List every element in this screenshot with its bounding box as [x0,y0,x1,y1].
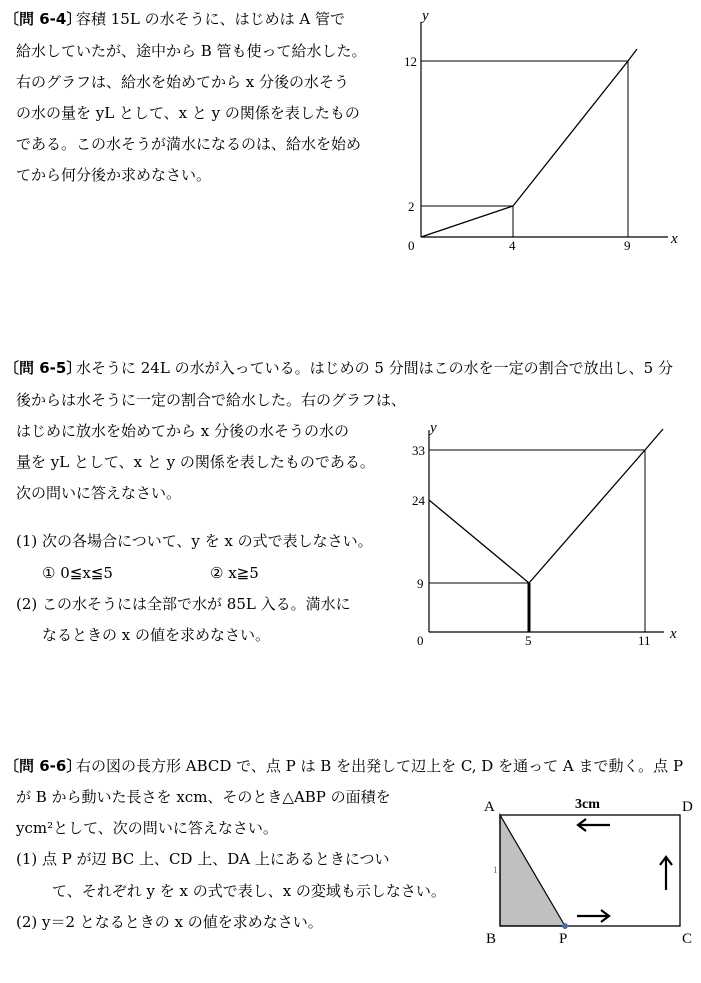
x-axis-label: x [670,626,677,642]
origin-label: 0 [408,238,415,253]
y-axis-label: y [422,8,429,24]
y-axis-label: y [430,420,437,436]
label-a: A [484,799,495,815]
xtick-4: 4 [509,238,516,253]
problem-6-4-line-2: 給水していたが、途中から B 管も使って給水した。 [16,42,367,60]
problem-6-6-number: 〔問 6-6〕 [4,757,82,775]
problem-6-5-q1: (1) 次の各場合について、y を x の式で表しなさい。 [16,532,373,550]
triangle-abp [500,815,565,926]
ytick-12: 12 [404,54,417,69]
xtick-9: 9 [624,238,631,253]
ytick-2: 2 [408,199,415,214]
problem-6-5-number: 〔問 6-5〕 [4,359,82,377]
label-p: P [559,931,568,947]
problem-6-5-line-3: はじめに放水を始めてから x 分後の水そうの水の [16,422,349,440]
x-axis-label: x [671,231,678,247]
problem-6-5-q2: (2) この水そうには全部で水が 85L 入る。満水に [16,595,351,613]
problem-6-5-line-2: 後からは水そうに一定の割合で給水した。右のグラフは、 [16,391,407,409]
problem-6-5-line-4: 量を yL として、x と y の関係を表したものである。 [16,453,375,471]
problem-6-4-line-1: 容積 15L の水そうに、はじめは A 管で [76,10,345,28]
problem-6-4-number: 〔問 6-4〕 [4,10,82,28]
problem-6-5-q1-a: ① 0≦x≦5 [42,564,113,582]
label-b: B [486,931,497,947]
problem-6-4-line-4: の水の量を yL として、x と y の関係を表したもの [16,104,360,122]
ytick-24: 24 [412,493,425,508]
problem-6-5-q2-cont: なるときの x の値を求めなさい。 [42,626,270,644]
ytick-9: 9 [417,576,424,591]
problem-6-4-line-3: 右のグラフは、給水を始めてから x 分後の水そう [16,73,349,91]
top-length-label: 3cm [575,797,600,812]
label-c: C [682,931,693,947]
label-d: D [682,799,693,815]
xtick-11: 11 [638,633,651,648]
arrow-up-icon [660,857,672,890]
arrow-right-icon [577,910,609,922]
point-p [562,923,568,929]
problem-6-6-q1-cont: て、それぞれ y を x の式で表し、x の変域も示しなさい。 [52,882,446,900]
side-mark: 1 [493,865,498,875]
problem-6-6-line-1: 右の図の長方形 ABCD で、点 P は B を出発して辺上を C, D を通って A まで動く。点 P [76,757,684,775]
ytick-33: 33 [412,443,425,458]
arrow-left-icon [578,819,610,831]
xtick-5: 5 [525,633,532,648]
problem-6-6-q2: (2) y＝2 となるときの x の値を求めなさい。 [16,913,323,931]
problem-6-6-q1: (1) 点 P が辺 BC 上、CD 上、DA 上にあるときについ [16,850,390,868]
problem-6-5-line-1: 水そうに 24L の水が入っている。はじめの 5 分間はこの水を一定の割合で放出し、5 分 [76,359,673,377]
problem-6-6-line-2: が B から動いた長さを xcm、そのとき△ABP の面積を [16,788,391,806]
problem-6-6-line-3: ycm²として、次の問いに答えなさい。 [16,819,278,837]
origin-label: 0 [417,633,424,648]
problem-6-4-line-6: てから何分後か求めなさい。 [16,166,212,184]
problem-6-5-line-5: 次の問いに答えなさい。 [16,484,182,502]
problem-6-5-q1-b: ② x≧5 [210,564,259,582]
problem-6-4-line-5: である。この水そうが満水になるのは、給水を始め [16,135,362,153]
